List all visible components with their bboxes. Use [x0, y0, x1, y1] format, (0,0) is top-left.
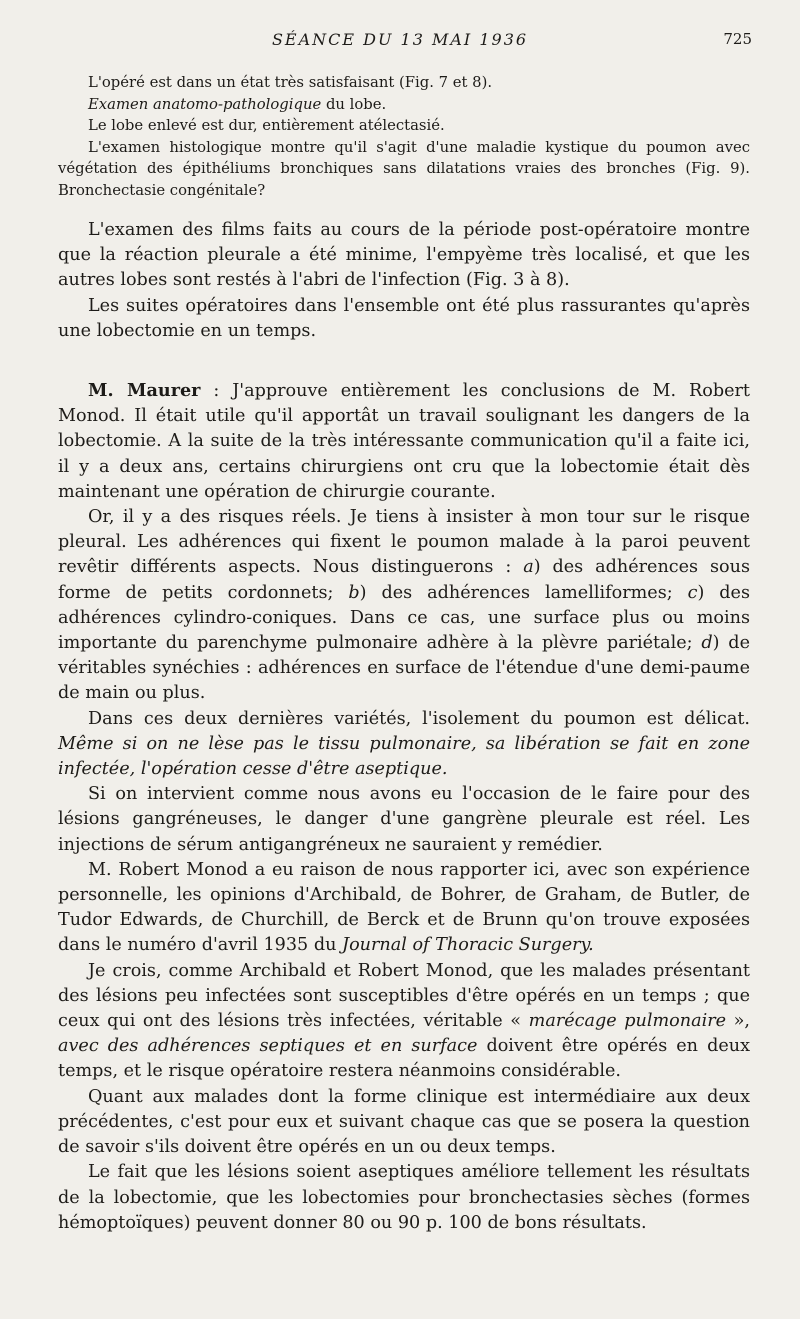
note-4: L'examen histologique montre qu'il s'agit d'une maladie kystique du poumon avec végétation des épithéliums bronchiques sans dilatations vraies des bronches (Fig. 9). Bronchectasie congénitale?: [58, 138, 750, 199]
p6-part-c: doivent être opérés en deux temps, et le risque opératoire restera néanmoins considérable.: [58, 1036, 751, 1082]
discussion-paragraph-8: Le fait que les lésions soient aseptiques améliore tellement les résultats de la lobectomie, que les lobectomies pour bronchectasies sèches (formes hémoptoïques) peuvent donner 80 ou 90 p. 100 de bons résultats.: [58, 1162, 750, 1233]
p6-part-b: »,: [726, 1011, 751, 1032]
p6-italic-1: marécage pulmonaire: [528, 1011, 727, 1032]
discussion-paragraph-3: [58, 707, 750, 783]
discussion-paragraph-7: Quant aux malades dont la forme clinique est intermédiaire aux deux précédentes, c'est pour eux et suivant chaque cas que se posera la question de savoir s'ils doivent être opérés en un ou deux temps.: [58, 1086, 750, 1158]
discussion-paragraph-5: [58, 858, 750, 959]
note-3: Le lobe enlevé est dur, entièrement atélectasié.: [88, 117, 445, 135]
discussion-section: [58, 378, 750, 1236]
discussion-p1-text: : J'approuve entièrement les conclusions de M. Robert Monod. Il était utile qu'il apportât un travail soulignant les dangers de la lobectomie. A la suite de la très intéressante communication qu'il a faite ici, il y a deux ans, certains chirurgiens ont cru que la lobectomie était dès maintenant une opération de chirurgie courante.: [58, 381, 751, 502]
post-op-section: [58, 218, 750, 344]
note-1: L'opéré est dans un état très satisfaisant (Fig. 7 et 8).: [88, 74, 493, 91]
case-notes: [58, 72, 750, 202]
speaker-name: M. Maurer: [88, 380, 201, 401]
discussion-paragraph-6: [58, 959, 750, 1085]
post-op-paragraph-1: L'examen des films faits au cours de la période post-opératoire montre que la réaction pleurale a été minime, l'empyème très localisé, et que les autres lobes sont restés à l'abri de l'infection (Fig. 3 à 8).: [58, 220, 750, 291]
p6-part-a: Je crois, comme Archibald et Robert Monod, que les malades présentant des lésions peu infectées sont susceptibles d'être opérés en un temps ; que ceux qui ont des lésions très infectées, véritable «: [58, 960, 750, 1032]
running-head: [0, 30, 800, 54]
p6-italic-2: avec des adhérences septiques et en surface: [58, 1036, 478, 1057]
p2-letter-a: a: [523, 557, 534, 578]
p2-part-d: ) des adhérences cylindro-coniques. Dans ce cas, une surface plus ou moins importante du parenchyme pulmonaire adhère à la plèvre pariétale;: [58, 582, 750, 654]
post-op-paragraph-2: Les suites opératoires dans l'ensemble ont été plus rassurantes qu'après une lobectomie en un temps.: [58, 295, 750, 341]
journal-title: Journal of Thoracic Surgery.: [342, 935, 594, 956]
discussion-paragraph-2: [58, 505, 750, 707]
p3-italic: Même si on ne lèse pas le tissu pulmonaire, sa libération se fait en zone infectée, l'opération cesse d'être aseptique.: [58, 733, 750, 780]
p2-part-c: ) des adhérences lamelliformes;: [359, 582, 688, 603]
p2-letter-b: b: [348, 582, 360, 603]
note-2: [58, 94, 750, 116]
p2-part-e: ) de véritables synéchies : adhérences en surface de l'étendue d'une demi-paume de main ou plus.: [58, 633, 750, 704]
p2-letter-c: c: [687, 582, 698, 603]
p3-roman: Dans ces deux dernières variétés, l'isolement du poumon est délicat.: [88, 708, 750, 729]
note-2-rest: du lobe.: [321, 95, 387, 113]
p2-part-b: ) des adhérences sous forme de petits cordonnets;: [58, 557, 750, 603]
running-title: SÉANCE DU 13 MAI 1936: [271, 30, 529, 49]
note-2-italic: Examen anatomo-pathologique: [88, 95, 322, 113]
p5-roman: M. Robert Monod a eu raison de nous rapporter ici, avec son expérience personnelle, les opinions d'Archibald, de Bohrer, de Graham, de Butler, de Tudor Edwards, de Churchill, de Berck et de Brunn qu'on trouve exposées dans le numéro d'avril 1935 du: [58, 859, 750, 956]
p2-part-a: Or, il y a des risques réels. Je tiens à insister à mon tour sur le risque pleural. Les adhérences qui fixent le poumon malade à la paroi peuvent revêtir différents aspects. Nous distinguerons :: [58, 507, 750, 578]
p2-letter-d: d: [701, 633, 713, 654]
discussion-paragraph-4: Si on intervient comme nous avons eu l'occasion de le faire pour des lésions gangréneuses, le danger d'une gangrène pleurale est réel. Les injections de sérum antigangréneux ne sauraient y remédier.: [58, 784, 750, 855]
page-number: 725: [723, 30, 752, 48]
discussion-paragraph-1: [58, 378, 750, 505]
